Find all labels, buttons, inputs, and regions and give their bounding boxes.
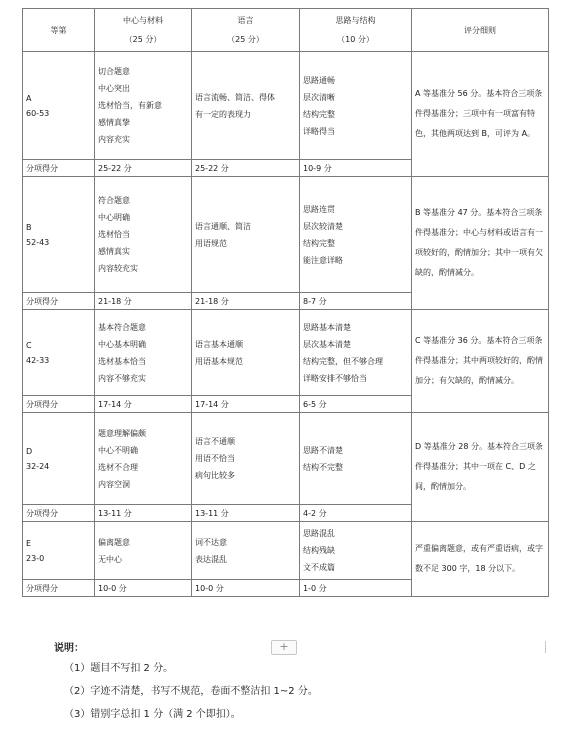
grade-range: 23-0: [26, 553, 45, 563]
expand-button[interactable]: +: [271, 640, 297, 655]
language-criterion: 有一定的表现力: [195, 109, 251, 119]
content-criterion: 偏离题意: [98, 537, 130, 547]
structure-criterion: 思路不清楚: [303, 445, 343, 455]
content-criterion: 选材恰当，有新意: [98, 101, 162, 110]
grade-row: [23, 522, 549, 580]
structure-criterion: 层次较清楚: [303, 221, 343, 231]
grade-range: 42-33: [26, 355, 50, 365]
content-criterion: 切合题意: [98, 67, 130, 76]
structure-criteria-cell: [300, 177, 412, 293]
content-score: 10-0 分: [95, 580, 192, 597]
grade-cell: [23, 52, 95, 160]
content-criterion: 内容充实: [98, 135, 130, 144]
language-score: 13-11 分: [192, 505, 300, 522]
structure-criterion: 能注意详略: [303, 255, 343, 265]
score-label: 分项得分: [23, 580, 95, 597]
structure-score: 10-9 分: [300, 160, 412, 177]
content-criterion: 选材恰当: [98, 230, 130, 239]
score-label: 分项得分: [23, 293, 95, 310]
structure-criterion: 结构完整: [303, 238, 335, 248]
note-item: （2）字迹不清楚，书写不规范，卷面不整洁扣 1~2 分。: [64, 686, 318, 697]
grade-letter: E: [26, 538, 32, 548]
structure-criteria-cell: [300, 52, 412, 160]
grade-row: [23, 413, 549, 505]
grade-letter: A: [26, 93, 32, 103]
grade-range: 60-53: [26, 108, 50, 118]
structure-criterion: 结构不完整: [303, 462, 343, 472]
language-criterion: 语言基本通顺: [195, 339, 243, 349]
structure-criteria-cell: [300, 522, 412, 580]
content-criteria-cell: [95, 310, 192, 396]
structure-criterion: 结构残缺: [303, 546, 335, 555]
structure-score: 6-5 分: [300, 396, 412, 413]
rules-cell: C 等基准分 36 分。基本符合三项条件得基准分；其中两项较好的，酌情加分；有欠缺的，酌情减分。: [412, 310, 549, 413]
content-criterion: 无中心: [98, 554, 122, 564]
structure-criterion: 思路连贯: [303, 204, 335, 214]
structure-criteria-cell: [300, 413, 412, 505]
grade-letter: B: [26, 222, 32, 232]
score-label: 分项得分: [23, 396, 95, 413]
divider: [545, 641, 546, 653]
header-content-points: （25 分）: [124, 35, 162, 44]
grade-letter: C: [26, 340, 32, 350]
scoring-rubric-table: [22, 8, 549, 597]
language-criteria-cell: [192, 413, 300, 505]
rules-cell: D 等基准分 28 分。基本符合三项条件得基准分；其中一项在 C、D 之间，酌情加分。: [412, 413, 549, 522]
rules-cell: 严重偏离题意，或有严重语病，或字数不足 300 字，18 分以下。: [412, 522, 549, 597]
grade-range: 52-43: [26, 237, 50, 247]
content-score: 25-22 分: [95, 160, 192, 177]
language-score: 25-22 分: [192, 160, 300, 177]
content-criterion: 基本符合题意: [98, 322, 146, 332]
structure-criterion: 层次清晰: [303, 92, 335, 102]
header-rules: 评分细则: [412, 9, 549, 52]
content-score: 13-11 分: [95, 505, 192, 522]
content-criterion: 中心不明确: [98, 445, 138, 455]
language-criterion: 词不达意: [195, 537, 227, 547]
note-item: （1）题目不写扣 2 分。: [64, 663, 174, 674]
language-criteria-cell: [192, 310, 300, 396]
language-criteria-cell: [192, 52, 300, 160]
notes-title: 说明：: [54, 643, 84, 654]
content-criterion: 感情真挚: [98, 118, 130, 127]
grade-cell: [23, 413, 95, 505]
language-criterion: 用语基本规范: [195, 356, 243, 366]
content-score: 17-14 分: [95, 396, 192, 413]
header-level: 等第: [23, 9, 95, 52]
structure-criterion: 详略得当: [303, 126, 335, 136]
header-language-title: 语言: [237, 16, 254, 25]
language-criterion: 语言通顺、简洁: [195, 221, 251, 231]
note-item: （3）错别字总扣 1 分（满 2 个即扣）。: [64, 709, 241, 720]
content-criterion: 内容空洞: [98, 479, 130, 489]
content-criterion: 内容不够充实: [98, 373, 146, 383]
structure-criterion: 文不成篇: [303, 563, 335, 572]
language-criterion: 用语不恰当: [195, 454, 235, 463]
rubric-container: [22, 8, 548, 597]
language-criterion: 语言不通顺: [195, 437, 235, 446]
content-criteria-cell: [95, 522, 192, 580]
grade-letter: D: [26, 446, 33, 456]
grade-cell: [23, 522, 95, 580]
language-score: 17-14 分: [192, 396, 300, 413]
content-criterion: 中心基本明确: [98, 339, 146, 349]
header-structure-title: 思路与结构: [335, 16, 376, 25]
language-criteria-cell: [192, 522, 300, 580]
header-content: [95, 9, 192, 52]
grade-row: [23, 177, 549, 293]
grade-row: [23, 310, 549, 396]
content-criteria-cell: [95, 413, 192, 505]
language-criterion: 病句比较多: [195, 471, 235, 480]
language-score: 21-18 分: [192, 293, 300, 310]
content-criterion: 题意理解偏颇: [98, 428, 146, 438]
header-content-title: 中心与材料: [123, 16, 163, 25]
structure-criterion: 思路基本清楚: [303, 322, 351, 332]
score-label: 分项得分: [23, 160, 95, 177]
language-score: 10-0 分: [192, 580, 300, 597]
content-criterion: 选材基本恰当: [98, 356, 146, 366]
language-criterion: 表达混乱: [195, 554, 227, 564]
rules-cell: A 等基准分 56 分。基本符合三项条件得基准分；三项中有一项富有特色，其他两项达到 B，可评为 A。: [412, 52, 549, 177]
content-criterion: 感情真实: [98, 247, 130, 256]
structure-criterion: 结构完整: [303, 109, 335, 119]
structure-score: 1-0 分: [300, 580, 412, 597]
content-criteria-cell: [95, 177, 192, 293]
content-criteria-cell: [95, 52, 192, 160]
grade-range: 32-24: [26, 461, 50, 471]
rubric-body: [23, 52, 549, 597]
language-criteria-cell: [192, 177, 300, 293]
header-language: [192, 9, 300, 52]
grade-row: [23, 52, 549, 160]
structure-criterion: 思路通畅: [303, 75, 335, 85]
structure-criteria-cell: [300, 310, 412, 396]
grade-cell: [23, 310, 95, 396]
notes-section: [44, 642, 318, 725]
header-language-points: （25 分）: [227, 35, 264, 44]
content-criterion: 内容较充实: [98, 264, 138, 273]
header-structure: [300, 9, 412, 52]
rules-cell: B 等基准分 47 分。基本符合三项条件得基准分；中心与材料或语言有一项较好的，酌情加分；其中一项有欠缺的，酌情减分。: [412, 177, 549, 310]
content-criterion: 符合题意: [98, 196, 130, 205]
structure-criterion: 层次基本清楚: [303, 339, 351, 349]
grade-cell: [23, 177, 95, 293]
content-criterion: 中心明确: [98, 213, 130, 222]
structure-criterion: 详略安排不够恰当: [303, 373, 367, 383]
score-label: 分项得分: [23, 505, 95, 522]
language-criterion: 用语规范: [195, 238, 227, 248]
structure-score: 4-2 分: [300, 505, 412, 522]
language-criterion: 语言流畅、简洁、得体: [195, 92, 275, 102]
content-score: 21-18 分: [95, 293, 192, 310]
header-structure-points: （10 分）: [337, 35, 374, 44]
content-criterion: 中心突出: [98, 84, 130, 93]
structure-criterion: 结构完整，但不够合理: [303, 356, 383, 366]
header-row: [23, 9, 549, 52]
content-criterion: 选材不合理: [98, 462, 138, 472]
structure-criterion: 思路混乱: [303, 529, 335, 538]
structure-score: 8-7 分: [300, 293, 412, 310]
